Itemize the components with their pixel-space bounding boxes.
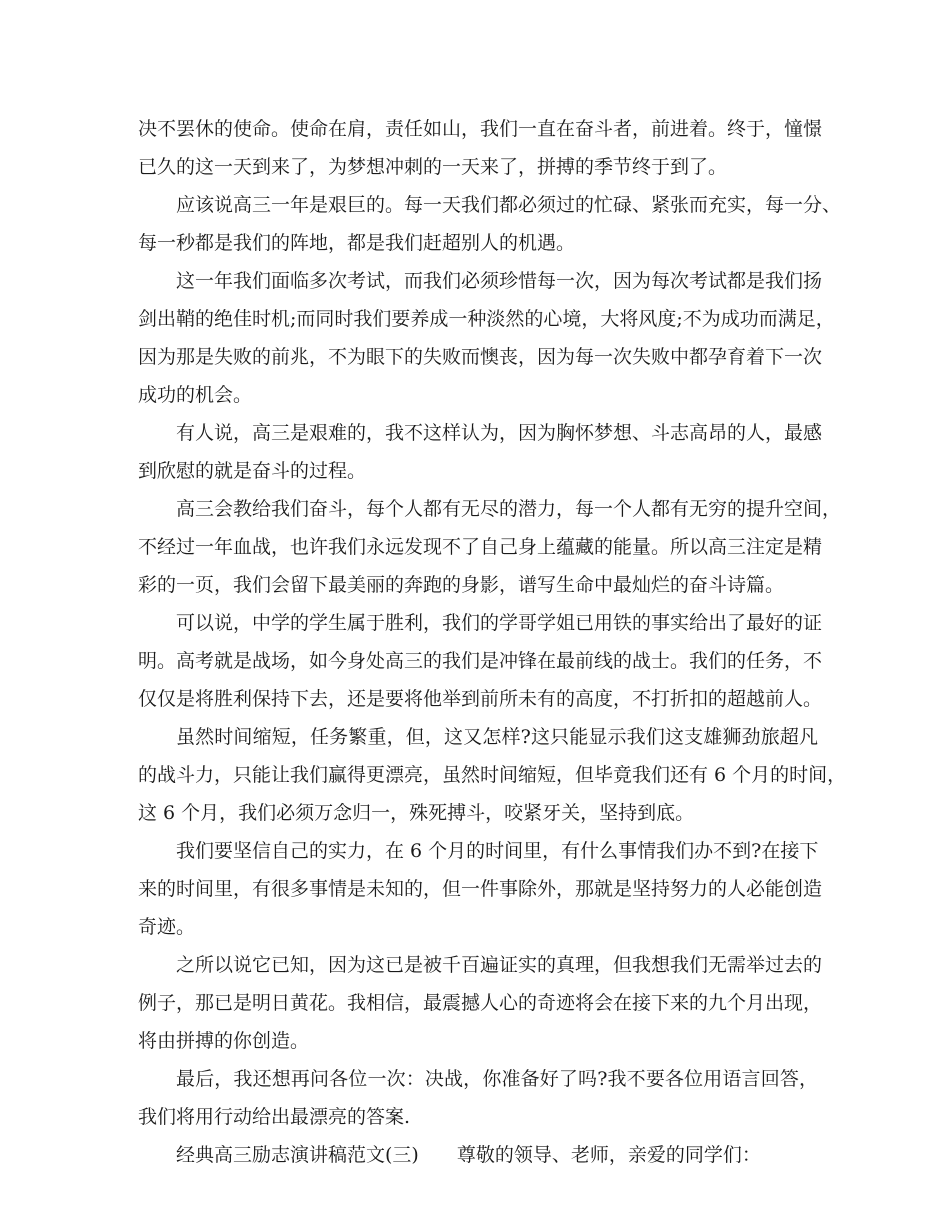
- text-line: 我们将用行动给出最漂亮的答案.: [138, 1106, 411, 1128]
- text-line: 到欣慰的就是奋斗的过程。: [138, 460, 367, 482]
- text-line: 奇迹。: [138, 916, 196, 938]
- text-line: 有人说，高三是艰难的，我不这样认为，因为胸怀梦想、斗志高昂的人，最感: [176, 422, 823, 444]
- text-line: 这 6 个月，我们必须万念归一，殊死搏斗，咬紧牙关，坚持到底。: [138, 802, 695, 824]
- text-line: 的战斗力，只能让我们赢得更漂亮，虽然时间缩短，但毕竟我们还有 6 个月的时间，: [138, 764, 847, 786]
- text-line: 仅仅是将胜利保持下去，还是要将他举到前所未有的高度，不打折扣的超越前人。: [138, 688, 823, 710]
- text-line: 明。高考就是战场，如今身处高三的我们是冲锋在最前线的战士。我们的任务，不: [138, 650, 823, 672]
- text-line: 不经过一年血战，也许我们永远发现不了自己身上蕴藏的能量。所以高三注定是精: [138, 536, 823, 558]
- text-line: 例子，那已是明日黄花。我相信，最震撼人心的奇迹将会在接下来的九个月出现，: [138, 992, 823, 1014]
- text-line: 这一年我们面临多次考试，而我们必须珍惜每一次，因为每次考试都是我们扬: [176, 270, 823, 292]
- text-line: 决不罢休的使命。使命在肩，责任如山，我们一直在奋斗者，前进着。终于，憧憬: [138, 118, 823, 140]
- text-line: 将由拼搏的你创造。: [138, 1030, 310, 1052]
- text-line: 虽然时间缩短，任务繁重，但，这又怎样?这只能显示我们这支雄狮劲旅超凡: [176, 726, 818, 748]
- text-line: 我们要坚信自己的实力，在 6 个月的时间里，有什么事情我们办不到?在接下: [176, 840, 819, 862]
- text-line: 可以说，中学的学生属于胜利，我们的学哥学姐已用铁的事实给出了最好的证: [176, 612, 823, 634]
- text-line: 因为那是失败的前兆，不为眼下的失败而懊丧，因为每一次失败中都孕育着下一次: [138, 346, 823, 368]
- text-line: 每一秒都是我们的阵地，都是我们赶超别人的机遇。: [138, 232, 576, 254]
- text-line: 剑出鞘的绝佳时机;而同时我们要养成一种淡然的心境，大将风度;不为成功而满足，: [138, 308, 835, 330]
- text-line: 最后，我还想再问各位一次：决战，你准备好了吗?我不要各位用语言回答，: [176, 1068, 818, 1090]
- text-line: 应该说高三一年是艰巨的。每一天我们都必须过的忙碌、紧张而充实，每一分、: [176, 194, 842, 216]
- text-line: 来的时间里，有很多事情是未知的，但一件事除外，那就是坚持努力的人必能创造: [138, 878, 823, 900]
- text-line: 之所以说它已知，因为这已是被千百遍证实的真理，但我想我们无需举过去的: [176, 954, 823, 976]
- text-line: 彩的一页，我们会留下最美丽的奔跑的身影，谱写生命中最灿烂的奋斗诗篇。: [138, 574, 785, 596]
- text-line: 高三会教给我们奋斗，每个人都有无尽的潜力，每一个人都有无穷的提升空间，: [176, 498, 842, 520]
- text-line: 成功的机会。: [138, 384, 253, 406]
- text-line: 已久的这一天到来了，为梦想冲刺的一天来了，拼搏的季节终于到了。: [138, 156, 728, 178]
- section-heading-line: 经典高三励志演讲稿范文(三) 尊敬的领导、老师，亲爱的同学们：: [176, 1144, 761, 1166]
